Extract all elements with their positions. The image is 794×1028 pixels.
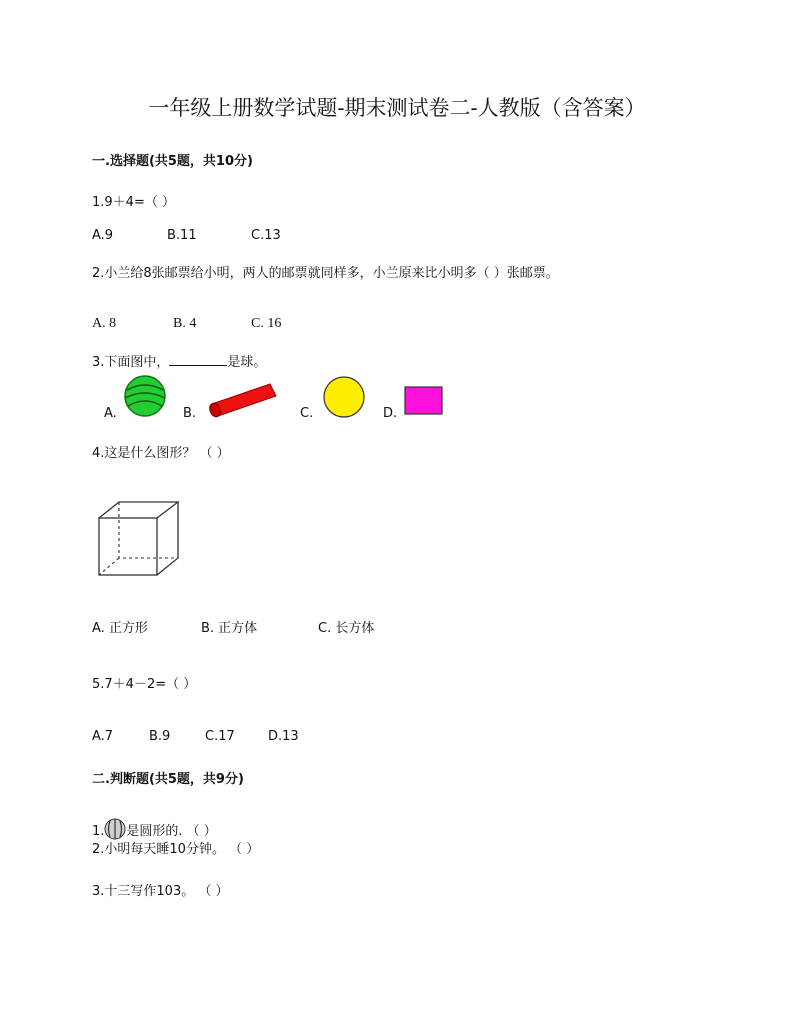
q5-option-a: A.7 — [92, 729, 114, 744]
q1-stem: 1.9＋4=（ ） — [92, 195, 175, 210]
striped-ball-icon — [104, 818, 126, 840]
q4-option-a: A. 正方形 — [92, 621, 148, 636]
q4-option-c: C. 长方体 — [318, 621, 375, 636]
q3-option-a-label: A. — [104, 406, 117, 421]
magenta-square-icon — [404, 386, 444, 416]
q2-stem: 2.小兰给8张邮票给小明，两人的邮票就同样多，小兰原来比小明多（ ）张邮票。 — [92, 266, 559, 281]
q5-option-b: B.9 — [149, 729, 171, 744]
q4-option-b: B. 正方体 — [201, 621, 258, 636]
green-ball-icon — [122, 374, 168, 418]
judge-q2: 2.小明每天睡10分钟。 （ ） — [92, 842, 260, 857]
judge-q1-text: 是圆形的. （ ） — [126, 824, 217, 839]
judge-q3: 3.十三写作103。 （ ） — [92, 884, 229, 899]
q2-option-a: A. 8 — [92, 316, 117, 331]
q2-option-b: B. 4 — [173, 316, 197, 331]
q3-option-c-label: C. — [300, 406, 314, 421]
q4-stem: 4.这是什么图形？ （ ） — [92, 446, 230, 461]
section1-heading: 一.选择题(共5题，共10分) — [92, 154, 253, 169]
section2-heading: 二.判断题(共5题，共9分) — [92, 772, 244, 787]
q3-stem-before: 3.下面图中， — [92, 355, 170, 370]
q3-stem — [92, 351, 266, 370]
judge-q1 — [92, 818, 217, 840]
q1-option-a: A.9 — [92, 228, 114, 243]
answer-blank — [169, 354, 227, 366]
q5-option-c: C.17 — [205, 729, 235, 744]
q5-option-d: D.13 — [268, 729, 299, 744]
q5-stem: 5.7＋4－2=（ ） — [92, 677, 197, 692]
q1-option-c: C.13 — [251, 228, 281, 243]
q2-option-c: C. 16 — [251, 316, 282, 331]
judge-q1-number: 1. — [92, 824, 105, 839]
q3-stem-after: 是球。 — [227, 355, 267, 370]
red-cylinder-stick-icon — [204, 378, 280, 418]
q3-option-b-label: B. — [183, 406, 197, 421]
yellow-circle-icon — [321, 375, 367, 419]
q3-option-d-label: D. — [383, 406, 398, 421]
cube-figure-icon — [96, 498, 182, 580]
q1-option-b: B.11 — [167, 228, 197, 243]
page-title: 一年级上册数学试题-期末测试卷二-人教版（含答案） — [148, 96, 646, 120]
